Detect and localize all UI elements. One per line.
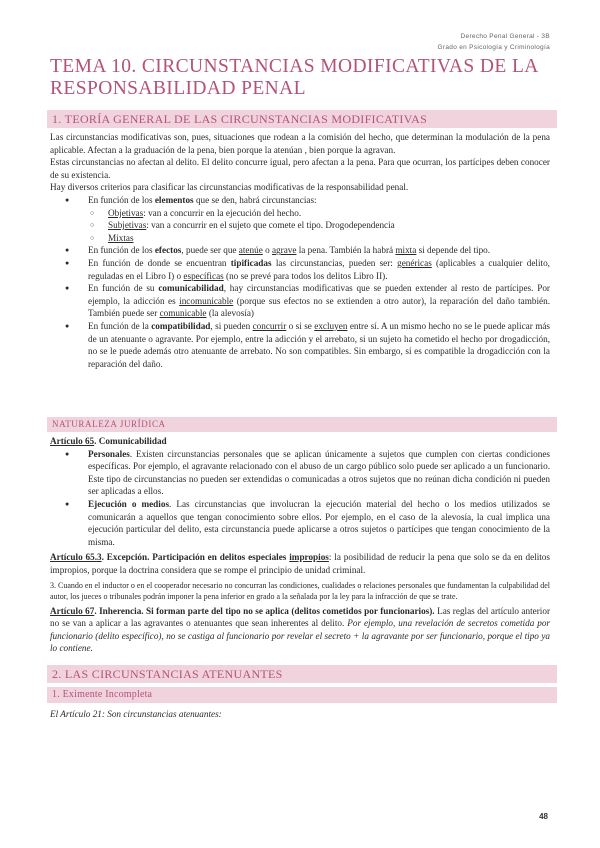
list-item: ● Ejecución o medios. Las circunstancias que involucran la ejecución material del hecho o los medios utilizados se comunicarán a aquellos que tengan conocimiento sobre ellos. Por ejemplo, en el caso de la alevosía, la cual implica una ejecución particular del delito, esta circunstancia puede aplicarse a otros sujetos o partícipes que tengan conocimiento de la misma. bbox=[50, 498, 550, 548]
page-number: 48 bbox=[539, 812, 548, 821]
list-item: ● En función de su comunicabilidad, hay circunstancias modificativas que se pueden extender al resto de partícipes. Por ejemplo, la adicción es incomunicable (porque sus efectos no se extienden a otro autor), la reparación del daño también. También puede ser comunicable (la alevosía) bbox=[50, 282, 550, 320]
criteria-list bbox=[50, 194, 550, 370]
section1-heading: 1. TEORÍA GENERAL DE LAS CIRCUNSTANCIAS MODIFICATIVAS bbox=[47, 110, 557, 128]
article-65: Artículo 65. Comunicabilidad bbox=[50, 436, 167, 446]
list-item: ● En función de la compatibilidad, si pueden concurrir o si se excluyen entre sí. A un mismo hecho no se le puede aplicar más de un atenuante o agravante. Por ejemplo, entre la adicción y el arrebato, si un sujeto ha cometido el hecho por drogadicción, no se le puede además otro atenuante de arrebato. No son compatibles. Sin embargo, sí es compatible la drogadicción con la reparación del daño. bbox=[50, 320, 550, 370]
page-title: TEMA 10. CIRCUNSTANCIAS MODIFICATIVAS DE LA RESPONSABILIDAD PENAL bbox=[50, 56, 538, 99]
header-degree: Grado en Psicología y Criminología bbox=[437, 44, 550, 51]
naturaleza-body bbox=[50, 435, 550, 655]
paragraph: Las circunstancias modificativas son, pues, situaciones que rodean a la comisión del hecho, que determinan la modulación de la pena aplicable. Afectan a la graduación de la pena, bien porque la atenúan , bien porque la agravan. bbox=[50, 132, 550, 155]
article-67: Artículo 67. Inherencia. Si forman parte del tipo no se aplica (delitos cometidos por funcionarios). Las reglas del artículo anterior no se van a aplicar a las agravantes o atenuantes que sean inherentes al delito. Por ejemplo, una revelación de secretos cometida por funcionario (delito específico), no se castiga al funcionario por revelar el secreto + la agravante por ser funcionario, porque el tipo ya lo contiene. bbox=[50, 605, 550, 654]
list-item: ● En función de los efectos, puede ser que atenúe o agrave la pena. También la habrá mixta si depende del tipo. bbox=[50, 244, 550, 257]
list-item: ● En función de donde se encuentran tipificadas las circunstancias, pueden ser: genéricas (aplicables a cualquier delito, reguladas en el Libro I) o específicas (no se prevé para todos los delitos Libro II). bbox=[50, 257, 550, 282]
list-item: ● Personales. Existen circunstancias personales que se aplican únicamente a sujetos que cumplen con ciertas condiciones específicas. Por ejemplo, el agravante relacionado con el abuso de un cargo público solo puede ser aplicado a un funcionario. Este tipo de circunstancias no pueden ser extendidas o comunicadas a otros sujetos que no reúnan dicha condición ni pueden ser aplicadas a ellos. bbox=[50, 448, 550, 498]
sub-list-item: ○ Subjetivas: van a concurrir en el sujeto que comete el tipo. Drogodependencia bbox=[50, 219, 550, 232]
section2-heading: 2. LAS CIRCUNSTANCIAS ATENUANTES bbox=[47, 665, 557, 683]
list-item: ● En función de los elementos que se den, habrá circunstancias: bbox=[50, 194, 550, 207]
legal-quote: 3. Cuando en el inductor o en el cooperador necesario no concurran las condiciones, cualidades o relaciones personales que fundamentan la culpabilidad del autor, los jueces o tribunales podrán imponer la pena inferior en grado a la señalada por la ley para la infracción de que se trate. bbox=[50, 580, 550, 601]
paragraph: Estas circunstancias no afectan al delito. El delito concurre igual, pero afectan a la pena. Para que ocurran, los partícipes deben conocer de su existencia. bbox=[50, 157, 550, 180]
naturaleza-heading: NATURALEZA JURÍDICA bbox=[47, 417, 557, 432]
header-course: Derecho Penal General - 3B bbox=[460, 33, 550, 40]
sub-list-item: ○ Mixtas bbox=[50, 232, 550, 245]
paragraph: Hay diversos criterios para clasificar las circunstancias modificativas de la responsabilidad penal. bbox=[50, 182, 409, 193]
article-21-intro: El Artículo 21: Son circunstancias atenuantes: bbox=[50, 709, 222, 719]
section1-body bbox=[50, 131, 550, 370]
sub-list-item: ○ Objetivas: van a concurrir en la ejecución del hecho. bbox=[50, 207, 550, 220]
comunicabilidad-list bbox=[50, 448, 550, 549]
article-65-3: Artículo 65.3. Excepción. Participación en delitos especiales impropios: la posibilidad de reducir la pena que solo se da en delitos impropios, porque la doctrina considera que se rompe el principio de unidad criminal. bbox=[50, 552, 550, 575]
section2-subheading: 1. Eximente Incompleta bbox=[47, 687, 557, 703]
